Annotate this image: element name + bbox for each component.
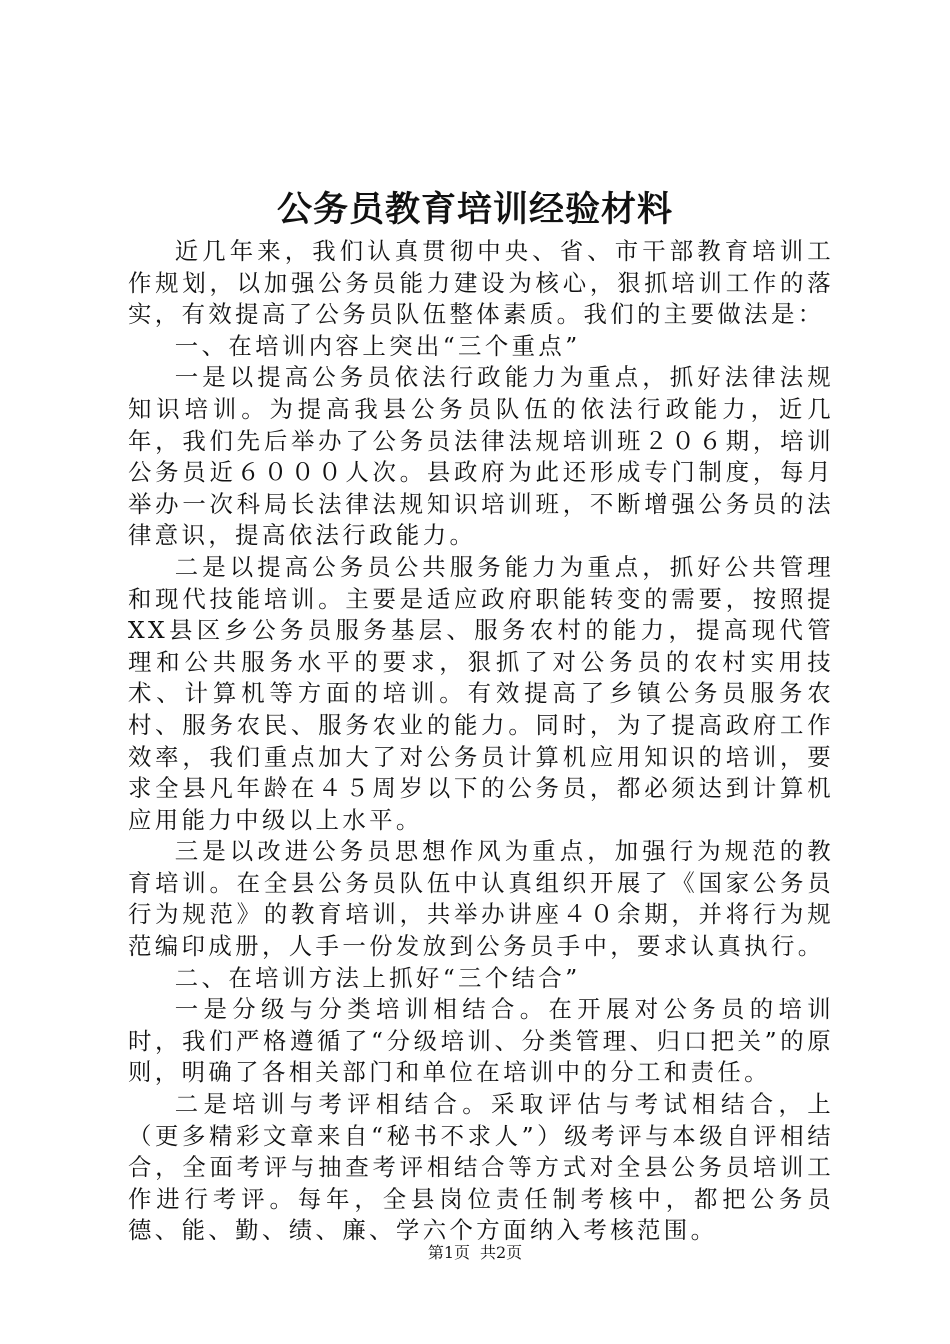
page-total: 共2页: [480, 1243, 523, 1262]
paragraph-point-2-2: 二是培训与考评相结合。采取评估与考试相结合，上（更多精彩文章来自“秘书不求人”）级考评与本级自评相结合，全面考评与抽查考评相结合等方式对全县公务员培训工作进行考评。每年，全县岗位责任制考核中，都把公务员德、能、勤、绩、廉、学六个方面纳入考核范围。: [128, 1090, 834, 1245]
paragraph-point-1-2: 二是以提高公务员公共服务能力为重点，抓好公共管理和现代技能培训。主要是适应政府职能转变的需要，按照提XX县区乡公务员服务基层、服务农村的能力，提高现代管理和公共服务水平的要求，狠抓了对公务员的农村实用技术、计算机等方面的培训。有效提高了乡镇公务员服务农村、服务农民、服务农业的能力。同时，为了提高政府工作效率，我们重点加大了对公务员计算机应用知识的培训，要求全县凡年龄在４５周岁以下的公务员，都必须达到计算机应用能力中级以上水平。: [128, 552, 834, 834]
section-heading-1: 一、在培训内容上突出“三个重点”: [174, 331, 581, 360]
paragraph-point-1-1: 一是以提高公务员依法行政能力为重点，抓好法律法规知识培训。为提高我县公务员队伍的依法行政能力，近几年，我们先后举办了公务员法律法规培训班２０６期，培训公务员近６０００人次。县政府为此还形成专门制度，每月举办一次科局长法律法规知识培训班，不断增强公务员的法律意识，提高依法行政能力。: [128, 363, 834, 550]
section-heading-2: 二、在培训方法上抓好“三个结合”: [174, 963, 581, 992]
page-footer: [0, 1242, 950, 1264]
paragraph-point-2-1: 一是分级与分类培训相结合。在开展对公务员的培训时，我们严格遵循了“分级培训、分类管理、归口把关”的原则，明确了各相关部门和单位在培训中的分工和责任。: [128, 995, 834, 1087]
paragraph-intro: 近几年来，我们认真贯彻中央、省、市干部教育培训工作规划，以加强公务员能力建设为核心，狠抓培训工作的落实，有效提高了公务员队伍整体素质。我们的主要做法是：: [128, 237, 834, 329]
document-title: 公务员教育培训经验材料: [276, 189, 673, 230]
page-number: 第1页: [427, 1243, 470, 1262]
document-body: [128, 236, 834, 1247]
paragraph-point-1-3: 三是以改进公务员思想作风为重点，加强行为规范的教育培训。在全县公务员队伍中认真组织开展了《国家公务员行为规范》的教育培训，共举办讲座４０余期，并将行为规范编印成册，人手一份发放到公务员手中，要求认真执行。: [128, 837, 834, 961]
